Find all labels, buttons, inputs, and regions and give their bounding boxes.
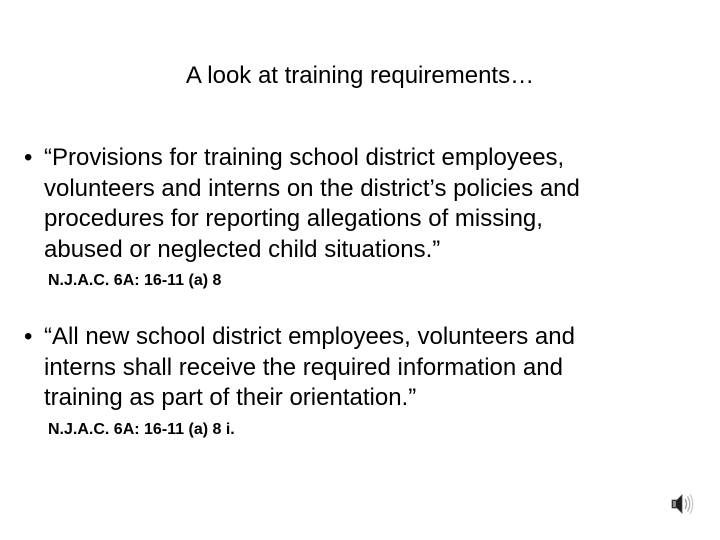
bullet-text: “All new school district employees, volunteers and interns shall receive the required information and training as part of their orientation.” bbox=[44, 323, 575, 411]
bullet-text: “Provisions for training school district employees, volunteers and interns on the district’s policies and procedures for reporting allegations of missing, abused or neglected child situations.” bbox=[44, 144, 580, 263]
slide-title: A look at training requirements… bbox=[185, 62, 535, 89]
speaker-icon-graphic bbox=[668, 490, 696, 518]
bullet-row bbox=[24, 322, 694, 414]
bullet-row bbox=[24, 143, 694, 265]
citation: N.J.A.C. 6A: 16-11 (a) 8 i. bbox=[48, 420, 235, 438]
citation: N.J.A.C. 6A: 16-11 (a) 8 bbox=[48, 272, 222, 289]
speaker-icon[interactable] bbox=[668, 490, 696, 518]
bullet-item bbox=[24, 322, 694, 440]
bullet-marker: • bbox=[24, 144, 33, 171]
bullet-item bbox=[24, 143, 694, 291]
bullet-marker: • bbox=[24, 323, 33, 350]
